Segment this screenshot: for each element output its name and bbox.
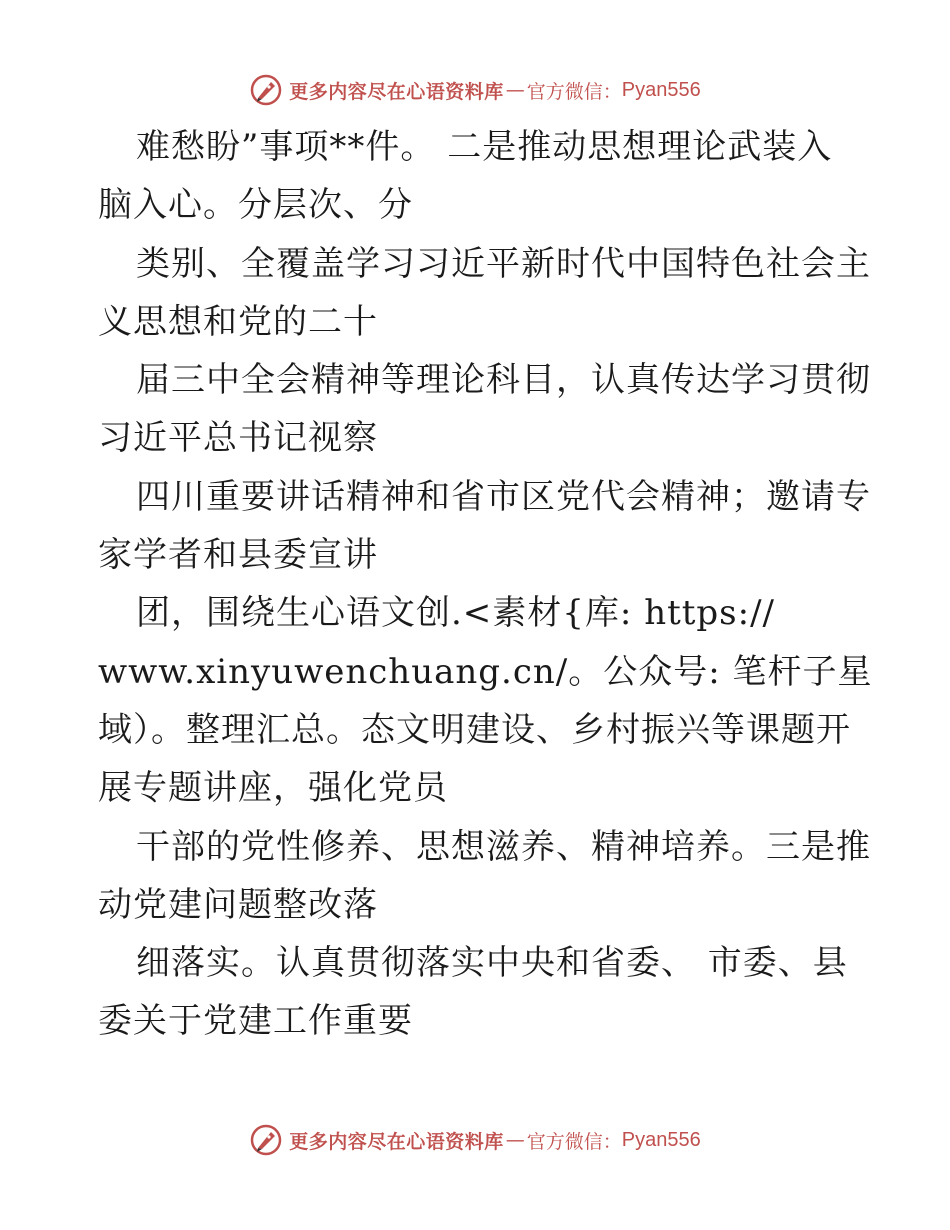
body-line: 域）。整理汇总。态文明建设、乡村振兴等课题开 (98, 709, 851, 750)
header-separator: — (505, 79, 525, 101)
document-body (98, 118, 873, 1051)
footer-wechat-id: Pyan556 (621, 1128, 701, 1151)
footer-banner (0, 1120, 950, 1160)
body-line: 四川重要讲话精神和省市区党代会精神；邀请专 (136, 476, 871, 517)
body-line: 义思想和党的二十 (98, 301, 378, 342)
body-line: 委关于党建工作重要 (98, 1001, 413, 1042)
header-brand-text: 更多内容尽在心语资料库 (289, 80, 504, 103)
body-line: 动党建问题整改落 (98, 884, 378, 925)
body-line: 干部的党性修养、思想滋养、精神培养。三是推 (136, 826, 871, 867)
body-line: 届三中全会精神等理论科目，认真传达学习贯彻 (136, 360, 871, 401)
body-line: 脑入心。分层次、分 (98, 185, 413, 226)
body-line: 展专题讲座，强化党员 (98, 768, 448, 809)
body-line: 家学者和县委宣讲 (98, 535, 378, 576)
body-line: 类别、全覆盖学习习近平新时代中国特色社会主 (136, 243, 871, 284)
body-line: 习近平总书记视察 (98, 418, 378, 459)
footer-brand-text: 更多内容尽在心语资料库 (289, 1130, 504, 1153)
body-line: www.xinyuwenchuang.cn/。公众号: 笔杆子星 (98, 651, 873, 692)
body-line: 细落实。认真贯彻落实中央和省委、 市委、县 (136, 943, 848, 984)
body-line: 团，围绕生心语文创.<素材{库: https:// (136, 593, 775, 634)
header-banner (0, 70, 950, 110)
pen-nib-circle-icon (249, 73, 283, 107)
footer-separator: — (505, 1129, 525, 1151)
footer-wechat-label: 官方微信： (526, 1130, 622, 1153)
header-wechat-id: Pyan556 (621, 78, 701, 101)
pen-nib-circle-icon (249, 1123, 283, 1157)
header-wechat-label: 官方微信： (526, 80, 622, 103)
body-line: 难愁盼”事项**件。 二是推动思想理论武装入 (136, 127, 833, 167)
